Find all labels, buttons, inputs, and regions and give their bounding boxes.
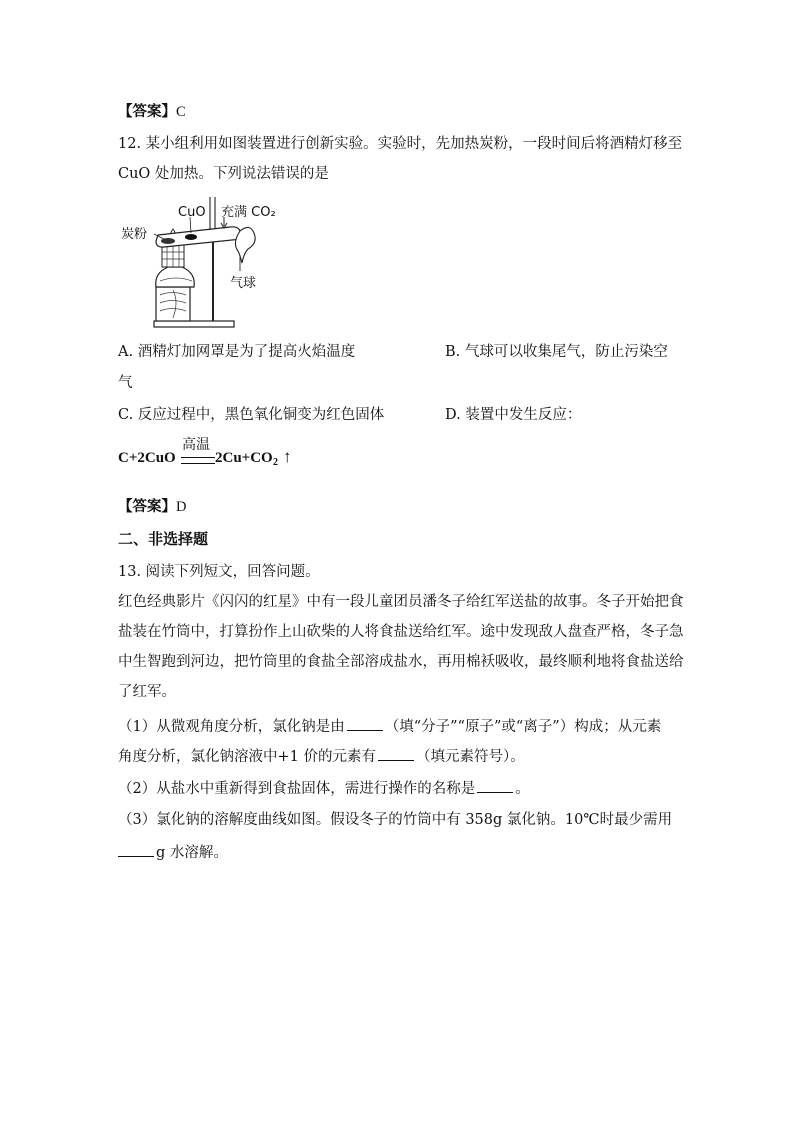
- label-balloon: 气球: [230, 276, 257, 291]
- q12-stem-line1: 12. 某小组利用如图装置进行创新实验。实验时，先加热炭粉，一段时间后将酒精灯移至: [118, 136, 683, 152]
- sub2-text-b: 。: [515, 781, 530, 797]
- sub3-text-b: g 水溶解。: [156, 845, 228, 861]
- answer-blank[interactable]: [378, 746, 414, 761]
- answer-value: D: [176, 499, 187, 515]
- q13-sub3-line1: （3）氯化钠的溶解度曲线如图。假设冬子的竹筒中有 358g 氯化钠。10℃时最少需用: [118, 812, 673, 828]
- equation-equals: [181, 457, 215, 464]
- answer-value: C: [176, 104, 186, 120]
- test-tube: [156, 227, 242, 247]
- equation-condition: 高温: [182, 437, 210, 453]
- equation-left: C+2CuO: [118, 450, 176, 466]
- q12-stem-line2: CuO 处加热。下列说法错误的是: [118, 166, 329, 182]
- option-d: D. 装置中发生反应：: [445, 407, 582, 423]
- q13-sub2: [118, 778, 530, 799]
- label-cuo: CuO: [178, 205, 206, 220]
- sub2-text-a: （2）从盐水中重新得到食盐固体，需进行操作的名称是: [118, 781, 476, 797]
- q13-passage-line2: 盐装在竹筒中，打算扮作上山砍柴的人将食盐送给红军。途中发现敌人盘查严格，冬子急: [118, 624, 684, 640]
- option-b-line2: 气: [118, 375, 133, 391]
- option-a: A. 酒精灯加网罩是为了提高火焰温度: [118, 344, 356, 360]
- gas-arrow-icon: ↑: [283, 447, 292, 466]
- alcohol-lamp: [156, 267, 195, 287]
- sub1-text-a: （1）从微观角度分析，氯化钠是由: [118, 719, 345, 735]
- answer-label: 【答案】: [118, 103, 176, 120]
- balloon: [235, 227, 255, 263]
- section-title: 二、非选择题: [118, 530, 209, 548]
- q12-answer: [118, 497, 186, 517]
- option-c: C. 反应过程中，黑色氧化铜变为红色固体: [118, 407, 385, 423]
- equation-right: 2Cu+CO: [215, 450, 273, 466]
- q11-answer: [118, 102, 186, 122]
- q13-passage-line3: 中生智跑到河边，把竹筒里的食盐全部溶成盐水，再用棉袄吸收，最终顺利地将食盐送给: [118, 654, 684, 670]
- label-carbon: 炭粉: [121, 227, 148, 242]
- q13-sub1-line1: [118, 716, 661, 737]
- label-co2: 充满 CO₂: [221, 205, 276, 220]
- q13-passage-line1: 红色经典影片《闪闪的红星》中有一段儿童团员潘冬子给红军送盐的故事。冬子开始把食: [118, 594, 684, 610]
- sub1-text-d: （填元素符号）。: [415, 749, 525, 765]
- stand-base: [154, 321, 234, 327]
- q13-sub1-line2: [118, 746, 525, 767]
- sub1-text-b: （填“分子”“原子”或“离子”）构成；从元素: [384, 719, 662, 735]
- q13-stem: 13. 阅读下列短文，回答问题。: [118, 564, 320, 580]
- option-b-line1: B. 气球可以收集尾气，防止污染空: [445, 344, 668, 360]
- q13-sub3-line2: [118, 842, 228, 863]
- answer-blank[interactable]: [477, 778, 513, 793]
- q13-passage-line4: 了红军。: [118, 684, 176, 700]
- chemical-equation: [118, 432, 318, 472]
- sub1-text-c: 角度分析，氯化钠溶液中+1 价的元素有: [118, 749, 376, 765]
- cuo-sample: [185, 234, 197, 240]
- answer-blank[interactable]: [118, 842, 154, 857]
- answer-blank[interactable]: [347, 716, 383, 731]
- answer-label: 【答案】: [118, 498, 176, 515]
- wooden-block: [156, 287, 190, 321]
- equation-subscript: 2: [273, 457, 278, 468]
